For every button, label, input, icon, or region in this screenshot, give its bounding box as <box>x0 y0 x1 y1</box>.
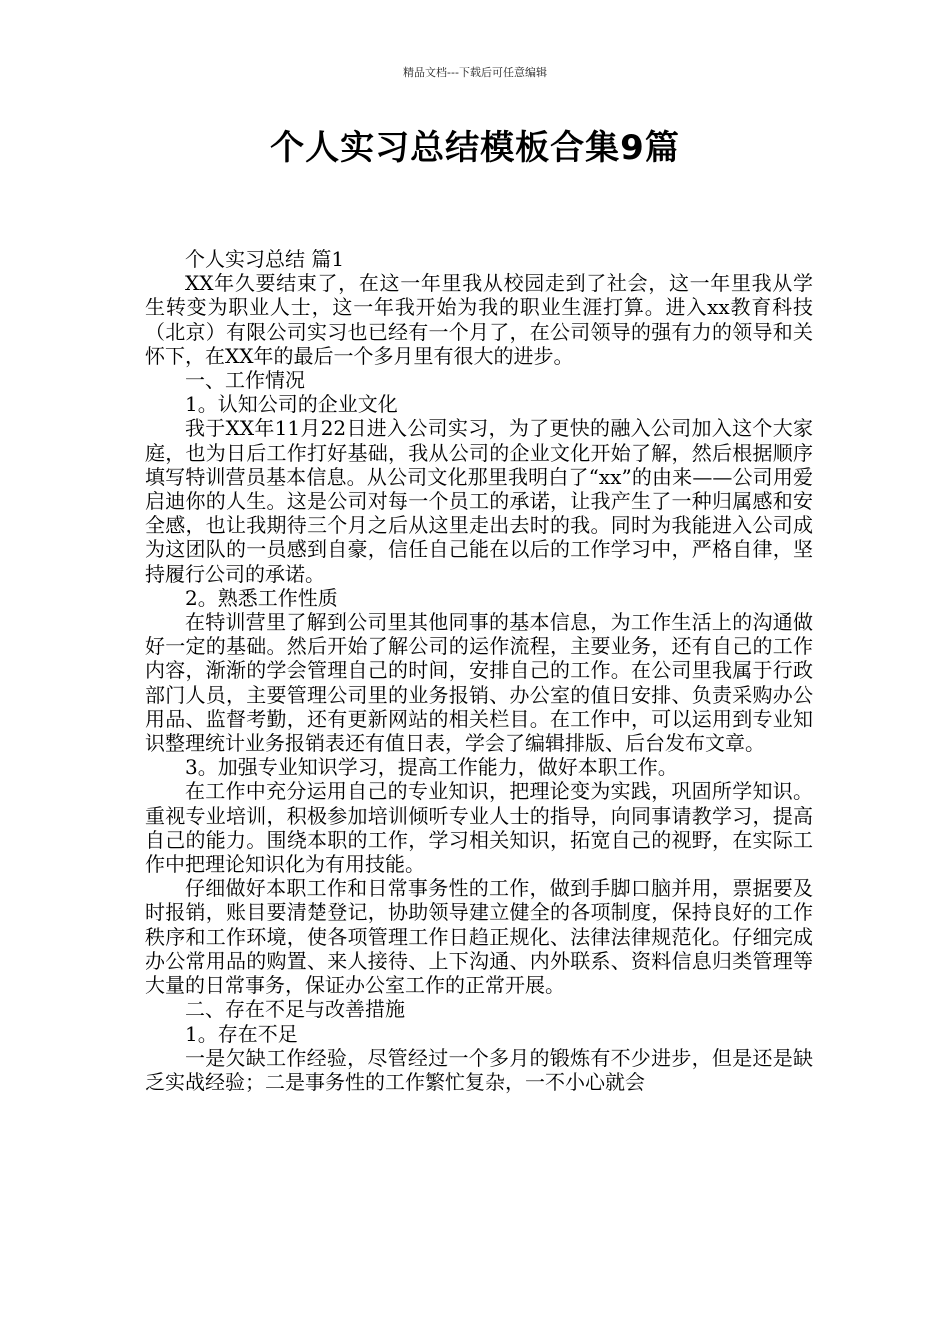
body-paragraph: XX年久要结束了，在这一年里我从校园走到了社会，这一年里我从学生转变为职业人士，这一年我开始为我的职业生涯打算。进入xx教育科技（北京）有限公司实习也已经有一个月了，在公司领导的强有力的领导和关怀下，在XX年的最后一个多月里有很大的进步。 <box>145 271 813 368</box>
body-paragraph: 我于XX年11月22日进入公司实习，为了更快的融入公司加入这个大家庭，也为日后工作打好基础，我从公司的企业文化开始了解，然后根据顺序填写特训营员基本信息。从公司文化那里我明白了“xx”的由来——公司用爱启迪你的人生。这是公司对每一个员工的承诺，让我产生了一种归属感和安全感，也让我期待三个月之后从这里走出去时的我。同时为我能进入公司成为这团队的一员感到自豪，信任自己能在以后的工作学习中，严格自律，坚持履行公司的承诺。 <box>145 416 813 586</box>
body-paragraph: 在特训营里了解到公司里其他同事的基本信息，为工作生活上的沟通做好一定的基础。然后开始了解公司的运作流程，主要业务，还有自己的工作内容，渐渐的学会管理自己的时间，安排自己的工作。在公司里我属于行政部门人员，主要管理公司里的业务报销、办公室的值日安排、负责采购办公用品、监督考勤，还有更新网站的相关栏目。在工作中，可以运用到专业知识整理统计业务报销表还有值日表，学会了编辑排版、后台发布文章。 <box>145 610 813 756</box>
section-heading: 二、存在不足与改善措施 <box>185 997 405 1022</box>
subsection-heading: 2。熟悉工作性质 <box>185 585 338 610</box>
section-heading: 个人实习总结 篇1 <box>185 247 345 271</box>
body-paragraph: 在工作中充分运用自己的专业知识，把理论变为实践，巩固所学知识。重视专业培训，积极参加培训倾听专业人士的指导，向同事请教学习，提高自己的能力。围绕本职的工作，学习相关知识，拓宽自己的视野，在实际工作中把理论知识化为有用技能。 <box>145 779 813 877</box>
body-paragraph: 一是欠缺工作经验，尽管经过一个多月的锻炼有不少进步，但是还是缺乏实战经验；二是事务性的工作繁忙复杂，一不小心就会 <box>145 1045 813 1094</box>
section-heading: 一、工作情况 <box>185 368 305 393</box>
subsection-heading: 1。认知公司的企业文化 <box>185 392 398 417</box>
subsection-heading: 1。存在不足 <box>185 1021 298 1046</box>
header-note: 精品文档---下载后可任意编辑 <box>403 66 547 79</box>
document-body <box>145 247 813 1094</box>
document-title: 个人实习总结模板合集9篇 <box>270 128 680 168</box>
subsection-heading: 3。加强专业知识学习，提高工作能力，做好本职工作。 <box>185 755 678 780</box>
body-paragraph: 仔细做好本职工作和日常事务性的工作，做到手脚口脑并用，票据要及时报销，账目要清楚登记，协助领导建立健全的各项制度，保持良好的工作秩序和工作环境，使各项管理工作日趋正规化、法律法律规范化。仔细完成办公常用品的购置、来人接待、上下沟通、内外联系、资料信息归类管理等大量的日常事务，保证办公室工作的正常开展。 <box>145 876 813 998</box>
